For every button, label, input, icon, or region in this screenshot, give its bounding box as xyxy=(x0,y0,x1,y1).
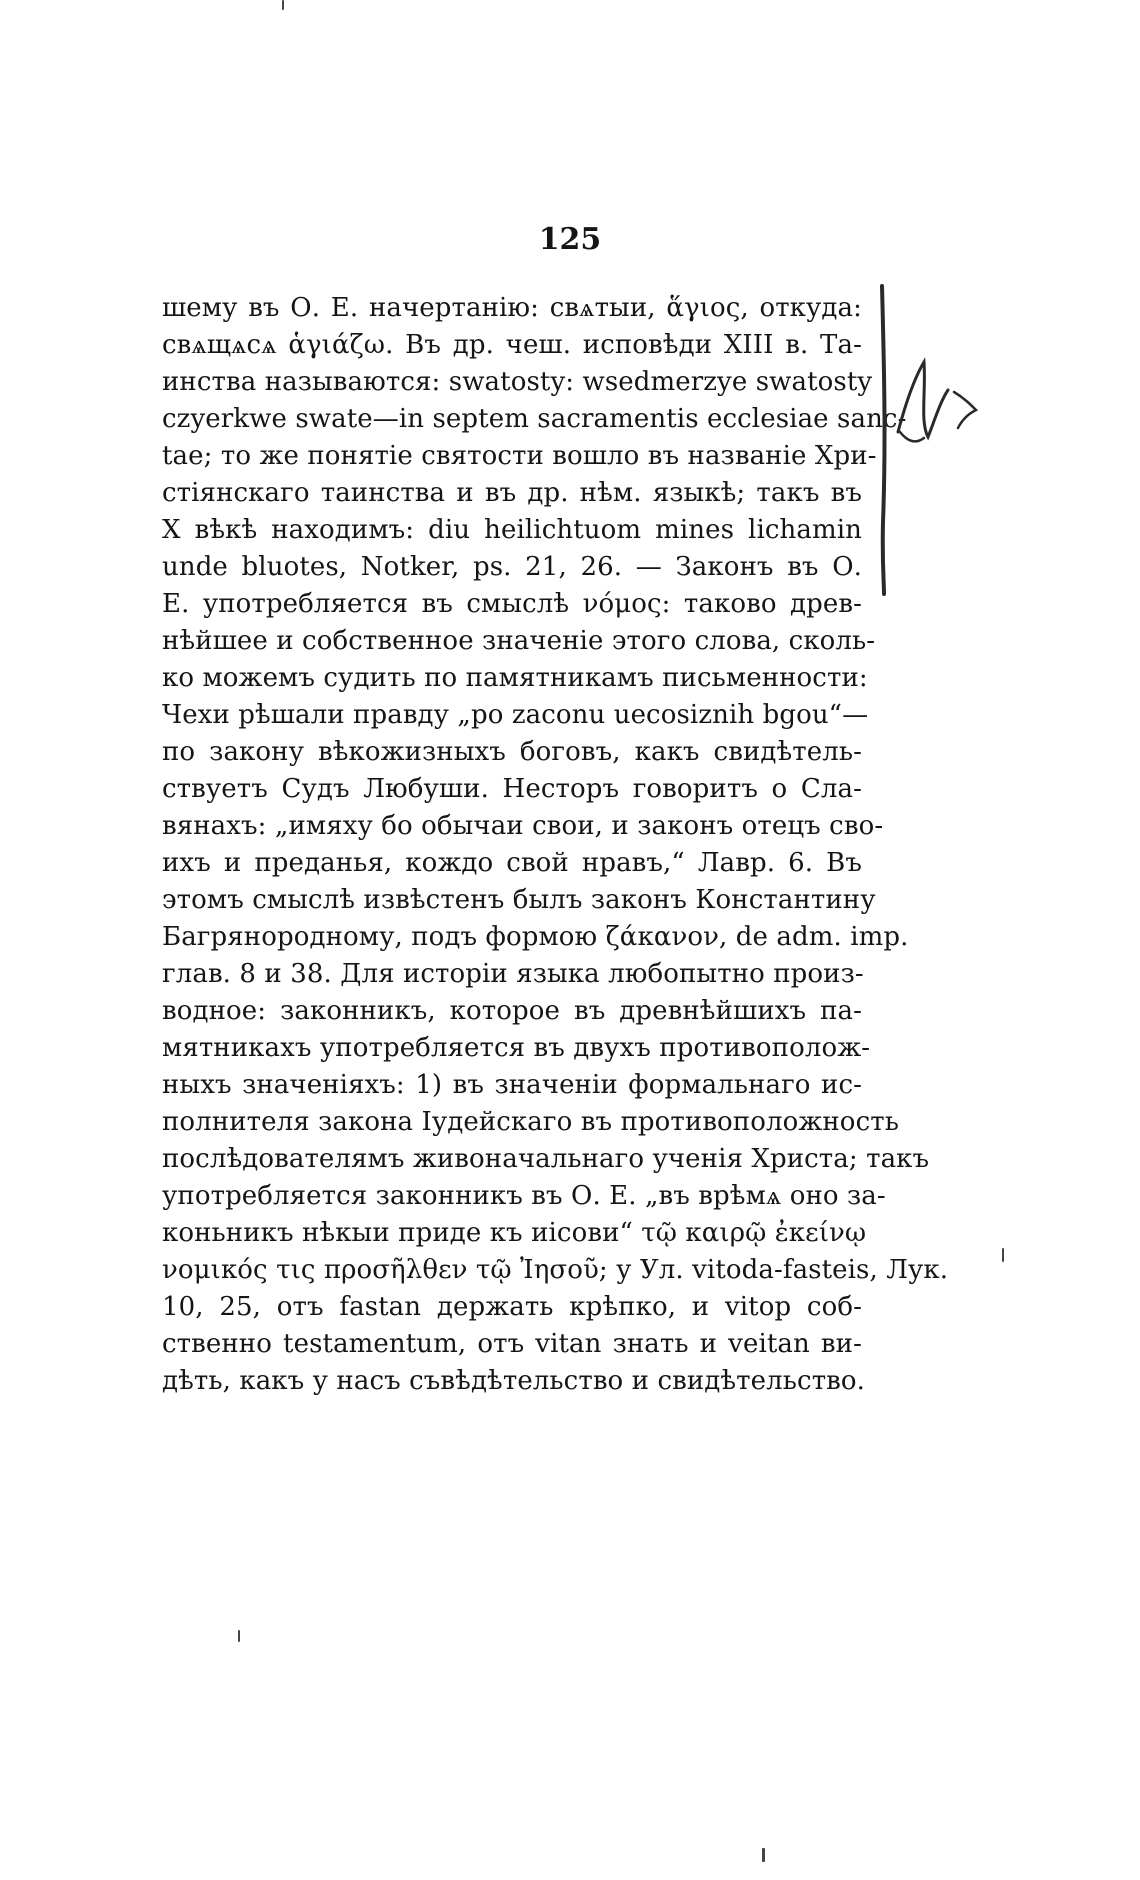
handwritten-pencil-mark-icon xyxy=(880,282,1000,602)
text-line: czyerkwe swate—in septem sacramentis ecclesiae sanc- xyxy=(162,404,907,434)
text-line: tae; то же понятіе святости вошло въ названіе Хри- xyxy=(162,441,877,471)
paper-speck xyxy=(1002,1248,1004,1262)
body-text xyxy=(162,290,949,1400)
text-line: вянахъ: „имяху бо обычаи свои, и законъ отецъ сво- xyxy=(162,811,884,841)
paper-speck xyxy=(762,1848,765,1862)
text-line: ихъ и преданья, кождо свой нравъ,“ Лавр. 6. Въ xyxy=(162,848,862,878)
text-line: нѣйшее и собственное значеніе этого слова, сколь- xyxy=(162,626,876,656)
text-line: водное: законникъ, которое въ древнѣйшихъ па- xyxy=(162,996,862,1026)
text-line: ствуетъ Судъ Любуши. Несторъ говоритъ о Сла- xyxy=(162,774,862,804)
text-line: Багрянородному, подъ формою ζάκανον, de adm. imp. xyxy=(162,922,909,952)
text-line: X вѣкѣ находимъ: diu heilichtuom mines lichamin xyxy=(162,515,862,545)
text-line: полнителя закона Іудейскаго въ противоположность xyxy=(162,1107,899,1137)
text-line: свѧщѧсѧ ἁγιάζω. Въ др. чеш. исповѣди XIII в. Та- xyxy=(162,330,862,360)
text-line: Е. употребляется въ смыслѣ νόμος: таково древ- xyxy=(162,589,862,619)
text-line: глав. 8 и 38. Для исторіи языка любопытно произ- xyxy=(162,959,864,989)
text-line: мятникахъ употребляется въ двухъ противополож- xyxy=(162,1033,871,1063)
text-line: 10, 25, отъ fastan держать крѣпко, и vitop соб- xyxy=(162,1292,862,1322)
text-line: дѣть, какъ у насъ съвѣдѣтельство и свидѣтельство. xyxy=(162,1366,866,1396)
text-line: ныхъ значеніяхъ: 1) въ значеніи формальнаго ис- xyxy=(162,1070,862,1100)
text-line: этомъ смыслѣ извѣстенъ былъ законъ Константину xyxy=(162,885,876,915)
text-line: инства называются: swatosty: wsedmerzye swatosty xyxy=(162,367,873,397)
text-line: послѣдователямъ живоначальнаго ученія Христа; такъ xyxy=(162,1144,930,1174)
text-line: по закону вѣкожизныхъ боговъ, какъ свидѣтель- xyxy=(162,737,862,767)
text-line: ственно testamentum, отъ vitan знать и veitan ви- xyxy=(162,1329,862,1359)
text-line: шему въ О. Е. начертанію: свѧтыи, ἅγιος, откуда: xyxy=(162,293,862,323)
page-number: 125 xyxy=(538,222,602,257)
text-line: νομικός τις προσῆλθεν τῷ Ἰησοῦ; у Ул. vitoda-fasteis, Лук. xyxy=(162,1255,949,1285)
text-line: unde bluotes, Notker, ps. 21, 26. — Законъ въ О. xyxy=(162,552,862,582)
text-line: употребляется законникъ въ О. Е. „въ врѣмѧ оно за- xyxy=(162,1181,886,1211)
text-line: Чехи рѣшали правду „po zaconu uecosiznih bgou“— xyxy=(162,700,869,730)
text-line: коньникъ нѣкыи приде къ иісови“ τῷ καιρῷ ἐκείνῳ xyxy=(162,1218,867,1248)
text-line: стіянскаго таинства и въ др. нѣм. языкѣ; такъ въ xyxy=(162,478,862,508)
text-line: ко можемъ судить по памятникамъ письменности: xyxy=(162,663,868,693)
paper-speck xyxy=(282,0,284,10)
paper-speck xyxy=(238,1630,240,1642)
